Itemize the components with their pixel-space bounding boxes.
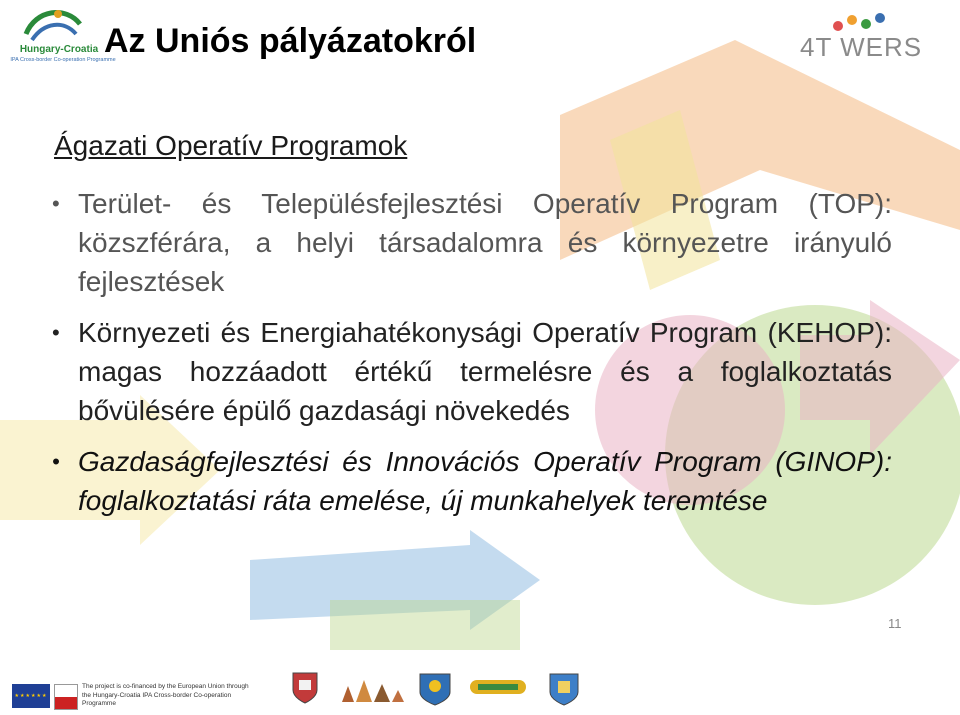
town-skyline-icon — [340, 672, 406, 704]
section-title: Ágazati Operatív Programok — [54, 130, 408, 161]
koprivnica-logo-icon — [468, 672, 528, 702]
eu-flag-icon: ★★★★★★ — [12, 684, 50, 708]
bullet-icon: • — [52, 449, 60, 474]
coat-of-arms-icon — [292, 672, 318, 704]
footer-bar — [0, 662, 960, 715]
bullet-text: Környezeti és Energiahatékonysági Operatív Program (KEHOP): magas hozzáadott értékű termelésre és a foglalkoztatás bővülésére épülő gazdasági növekedés — [78, 317, 892, 426]
slide-title: Az Uniós pályázatokról — [104, 22, 477, 60]
hungary-croatia-label: Hungary-Croatia — [19, 44, 99, 55]
swirl-logo-icon — [18, 4, 88, 46]
coat-of-arms-icon — [418, 672, 452, 706]
hungary-croatia-programme-logo — [4, 4, 114, 66]
4towers-text: 4T WERS — [800, 32, 923, 62]
coat-of-arms-icon — [548, 672, 580, 706]
programme-subtitle: IPA Cross-border Co-operation Programme — [10, 57, 116, 63]
bullet-text: Terület- és Településfejlesztési Operatív Program (TOP): közszférára, a helyi társadalomra és környezetre irányuló fejlesztések — [78, 188, 892, 297]
list-item — [50, 442, 892, 520]
bullet-list — [50, 184, 892, 532]
cofinance-text: The project is co-financed by the European Union through the Hungary-Croatia IPA Cross-border Co-operation Programme — [82, 683, 249, 707]
bullet-icon: • — [52, 320, 60, 345]
page-number: 11 — [888, 616, 902, 631]
bullet-icon: • — [52, 191, 60, 216]
list-item — [50, 184, 892, 301]
bullet-text: Gazdaságfejlesztési és Innovációs Operatív Program (GINOP): foglalkoztatási ráta emelése, új munkahelyek teremtése — [78, 446, 892, 516]
4towers-logo — [800, 6, 940, 68]
croatia-flag-icon — [54, 684, 78, 710]
list-item — [50, 313, 892, 430]
